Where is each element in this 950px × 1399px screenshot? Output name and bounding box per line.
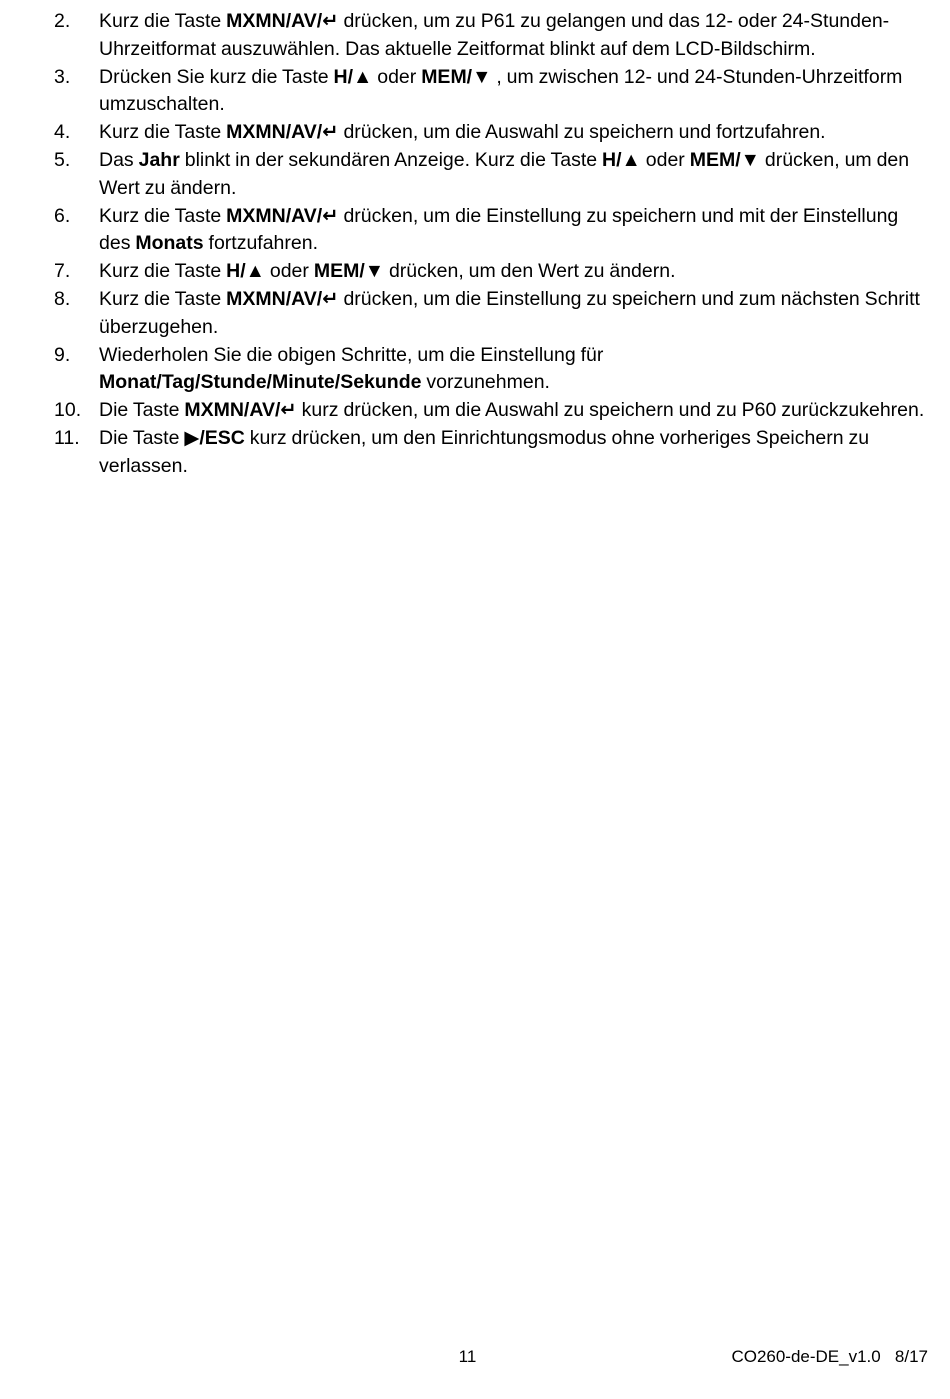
text-segment: Kurz die Taste bbox=[99, 287, 227, 310]
bold-term: ▶/ESC bbox=[184, 426, 245, 449]
list-item-number: 6. bbox=[54, 204, 71, 227]
text-segment: Drücken Sie kurz die Taste bbox=[99, 65, 334, 88]
list-item bbox=[0, 203, 950, 259]
text-segment: Kurz die Taste bbox=[99, 121, 227, 144]
text-segment: Das bbox=[99, 148, 139, 171]
text-segment: oder bbox=[264, 260, 314, 283]
bold-term: MEM/▼ bbox=[421, 65, 492, 88]
text-segment: fortzufahren. bbox=[203, 232, 319, 255]
list-item-number: 8. bbox=[54, 287, 71, 310]
bold-term: MXMN/AV/↵ bbox=[226, 121, 339, 144]
document-id: CO260-de-DE_v1.0 8/17 bbox=[731, 1347, 928, 1366]
list-item-text bbox=[99, 286, 930, 342]
list-item bbox=[0, 258, 950, 286]
bold-term: H/▲ bbox=[602, 148, 641, 171]
list-item-number: 9. bbox=[54, 343, 71, 366]
bold-term: Monat/Tag/Stunde/Minute/Sekunde bbox=[99, 371, 422, 394]
list-item bbox=[0, 147, 950, 203]
text-segment: Kurz die Taste bbox=[99, 10, 227, 32]
list-item-text bbox=[99, 397, 930, 425]
bold-term: Monats bbox=[135, 232, 204, 255]
text-segment: drücken, um zu P61 zu gelangen und das 12- oder 24-Stunden-Uhrzeitformat auszuwählen. Das aktuelle Zeitformat blinkt auf dem LCD-Bildschirm. bbox=[99, 10, 890, 60]
text-segment: oder bbox=[640, 148, 690, 171]
text-segment: Die Taste bbox=[99, 426, 185, 449]
list-item-number: 11. bbox=[54, 426, 80, 449]
text-segment: drücken, um die Einstellung zu speichern und zum nächsten Schritt überzugehen. bbox=[99, 287, 925, 338]
list-item-text bbox=[99, 119, 930, 147]
list-item bbox=[0, 8, 950, 64]
bold-term: MEM/▼ bbox=[689, 148, 760, 171]
text-segment: Wiederholen Sie die obigen Schritte, um die Einstellung für bbox=[99, 343, 604, 366]
list-item bbox=[0, 342, 950, 398]
list-item bbox=[0, 286, 950, 342]
text-segment: drücken, um die Auswahl zu speichern und fortzufahren. bbox=[338, 121, 826, 144]
text-segment: Kurz die Taste bbox=[99, 204, 227, 227]
text-segment: drücken, um den Wert zu ändern. bbox=[99, 148, 915, 199]
list-item-text bbox=[99, 258, 930, 286]
list-item-number: 5. bbox=[54, 148, 71, 171]
list-item-text bbox=[99, 342, 930, 398]
bold-term: MXMN/AV/↵ bbox=[226, 204, 339, 227]
list-item-text bbox=[99, 203, 930, 259]
list-item-number: 3. bbox=[54, 65, 71, 88]
text-segment: vorzunehmen. bbox=[421, 371, 550, 394]
list-item-number: 7. bbox=[54, 260, 71, 283]
text-segment: drücken, um den Wert zu ändern. bbox=[384, 260, 676, 283]
bold-term: H/▲ bbox=[226, 260, 265, 283]
list-item-number: 4. bbox=[54, 121, 71, 144]
list-item-number: 10. bbox=[54, 399, 82, 422]
list-item bbox=[0, 397, 950, 425]
bold-term: MXMN/AV/↵ bbox=[226, 287, 339, 310]
text-segment: blinkt in der sekundären Anzeige. Kurz die Taste bbox=[179, 148, 603, 171]
text-segment: Die Taste bbox=[99, 399, 185, 422]
text-segment: kurz drücken, um den Einrichtungsmodus ohne vorheriges Speichern zu verlassen. bbox=[99, 426, 874, 477]
list-item-text bbox=[99, 8, 930, 64]
list-item-text bbox=[99, 425, 930, 481]
page-number: 11 bbox=[458, 1347, 477, 1366]
list-item-text bbox=[99, 64, 930, 120]
bold-term: MXMN/AV/↵ bbox=[184, 399, 297, 422]
text-segment: oder bbox=[372, 65, 422, 88]
text-segment: Kurz die Taste bbox=[99, 260, 227, 283]
list-item bbox=[0, 425, 950, 481]
text-segment: drücken, um die Einstellung zu speichern und mit der Einstellung des bbox=[99, 204, 904, 255]
list-item-text bbox=[99, 147, 930, 203]
bold-term: MEM/▼ bbox=[313, 260, 385, 283]
instruction-list bbox=[0, 8, 950, 481]
list-item bbox=[0, 119, 950, 147]
bold-term: MXMN/AV/↵ bbox=[226, 10, 339, 32]
bold-term: Jahr bbox=[138, 148, 180, 171]
text-segment: kurz drücken, um die Auswahl zu speichern und zu P60 zurückzukehren. bbox=[296, 399, 925, 422]
bold-term: H/▲ bbox=[333, 65, 373, 88]
list-item bbox=[0, 64, 950, 120]
text-segment: , um zwischen 12- und 24-Stunden-Uhrzeitform umzuschalten. bbox=[99, 65, 908, 116]
list-item-number: 2. bbox=[54, 10, 71, 32]
